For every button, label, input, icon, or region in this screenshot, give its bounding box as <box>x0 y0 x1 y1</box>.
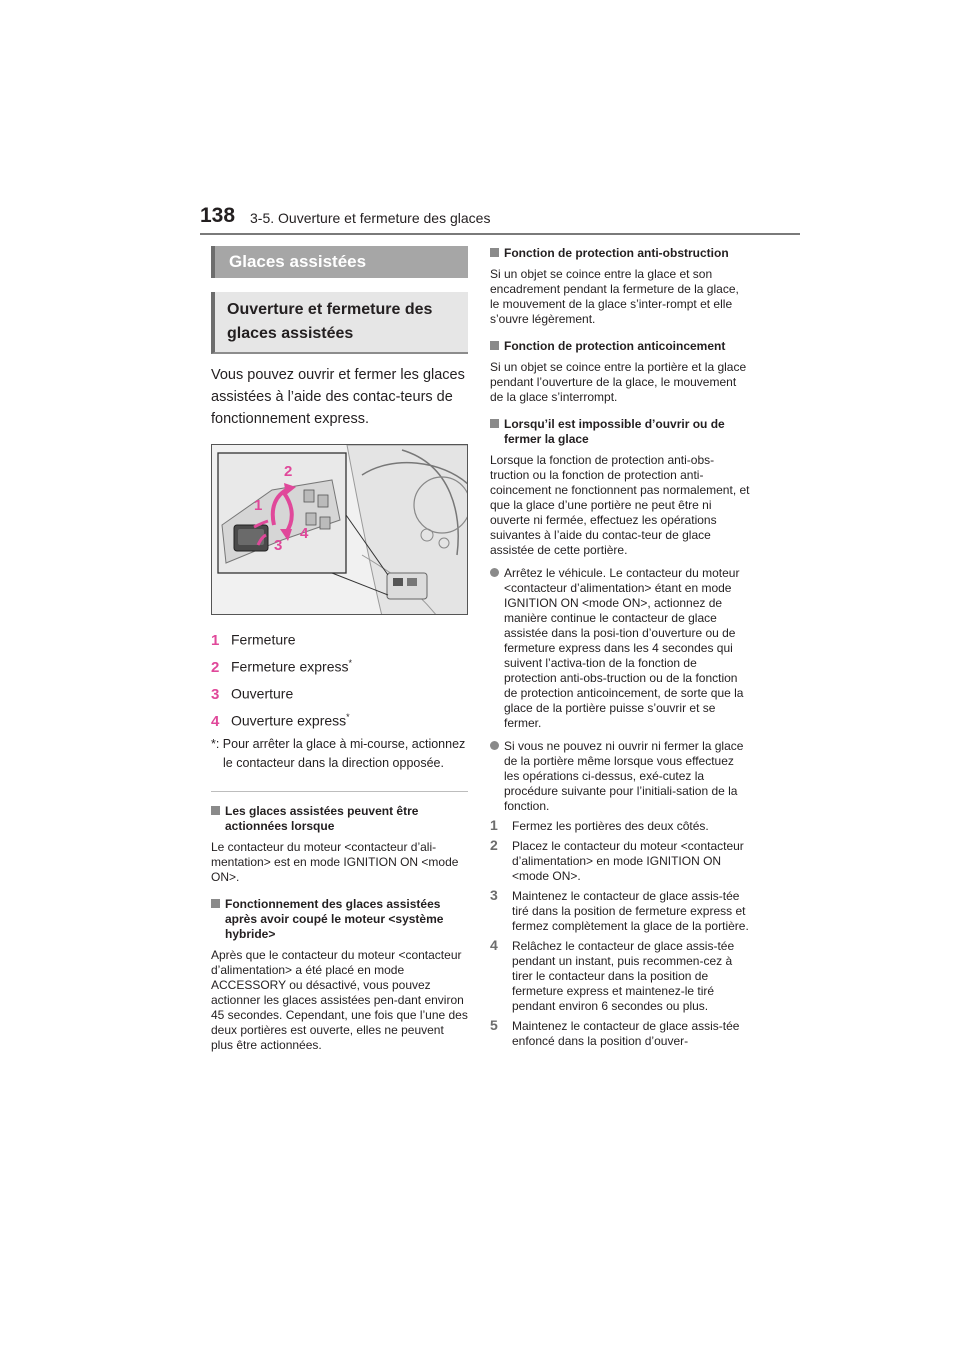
note-heading: Lorsqu’il est impossible d’ouvrir ou de fermer la glace <box>490 417 750 447</box>
asterisk: * <box>348 658 352 668</box>
step-item <box>490 819 750 834</box>
step-text: Relâchez le contacteur de glace assis-tée pendant un instant, puis recommen-cez à tirer le contacteur dans la position de fermeture express et maintenez-le tiré pendant environ 6 secondes ou plus. <box>512 939 735 1013</box>
legend-item <box>211 623 468 650</box>
step-text: Maintenez le contacteur de glace assis-tée enfoncé dans la position d’ouver- <box>512 1019 740 1048</box>
legend-text: Fermeture <box>231 631 296 648</box>
callout-4: 4 <box>300 525 309 542</box>
step-item <box>490 839 750 884</box>
left-column <box>211 246 468 1053</box>
step-text: Maintenez le contacteur de glace assis-tée tiré dans la position de fermeture express et fermez complètement la glace de la portière. <box>512 889 749 933</box>
square-bullet-icon <box>211 806 220 815</box>
power-window-switch-illustration <box>211 444 468 615</box>
square-bullet-icon <box>490 248 499 257</box>
chapter-title: 3-5. Ouverture et fermeture des glaces <box>250 210 491 226</box>
section-banner: Glaces assistées <box>211 246 468 278</box>
square-bullet-icon <box>211 899 220 908</box>
asterisk: * <box>346 712 350 722</box>
step-text: Placez le contacteur du moteur <contacteur d’alimentation> en mode IGNITION ON <mode ON>. <box>512 839 744 883</box>
legend-text: Fermeture express <box>231 658 349 675</box>
note-body: Si un objet se coince entre la glace et son encadrement pendant la fermeture de la glace, le mouvement de la glace s’inter-rompt et elle s’ouvre légèrement. <box>490 267 739 326</box>
page-header <box>200 204 800 236</box>
note-heading: Les glaces assistées peuvent être actionnées lorsque <box>211 804 468 834</box>
header-rule <box>200 233 800 235</box>
separator <box>211 791 468 792</box>
bullet-item: Si vous ne pouvez ni ouvrir ni fermer la glace de la portière même lorsque vous effectuez les opérations ci-dessus, exé-cutez la procédure suivante pour l’initiali-sation de la fonction. <box>490 739 750 814</box>
legend-number: 4 <box>211 712 220 730</box>
note-heading: Fonction de protection anticoincement <box>490 339 750 354</box>
callout-3: 3 <box>274 537 283 554</box>
note-body: Lorsque la fonction de protection anti-obs-truction ou la fonction de protection anti-coincement ne fonctionnent pas normalement, et que la glace d’une portière ne peut être ni ouverte ni fermée, effectuez les opérations suivantes à l’aide du contac-teur de glace assistée de cette portière. <box>490 453 750 557</box>
step-number: 5 <box>490 1017 498 1033</box>
round-bullet-icon <box>490 568 499 577</box>
callout-1: 1 <box>254 497 263 514</box>
step-number: 1 <box>490 817 498 833</box>
step-item <box>490 1019 750 1049</box>
illustration-drawing <box>212 445 468 615</box>
square-bullet-icon <box>490 341 499 350</box>
intro-paragraph: Vous pouvez ouvrir et fermer les glaces assistées à l’aide des contac-teurs de fonctionnement express. <box>211 367 465 427</box>
step-number: 4 <box>490 937 498 953</box>
legend-text: Ouverture express <box>231 712 347 729</box>
footnote: *: Pour arrêter la glace à mi-course, actionnez le contacteur dans la direction opposée. <box>211 737 466 770</box>
note-heading: Fonction de protection anti-obstruction <box>490 246 750 261</box>
step-number: 2 <box>490 837 498 853</box>
note-heading: Fonctionnement des glaces assistées après avoir coupé le moteur <système hybride> <box>211 897 468 942</box>
legend-text: Ouverture <box>231 685 294 702</box>
right-column <box>490 246 750 1049</box>
bullet-item: Arrêtez le véhicule. Le contacteur du moteur <contacteur d’alimentation> étant en mode IGNITION ON <mode ON>, actionnez de manière continue le contacteur de glace assistée dans la posi-tion d’ouverture ou de fermeture express dans les 4 secondes qui suivent l’activa-tion de la fonction de protection anti-obs-truction ou de la fonction de protection anticoincement, de sorte que la glace de la portière puisse s’ouvrir et se fermer. <box>490 566 750 731</box>
note-body: Si un objet se coince entre la portière et la glace pendant l’ouverture de la glace, le mouvement de la glace s’interrompt. <box>490 360 747 404</box>
round-bullet-icon <box>490 741 499 750</box>
subsection-banner: Ouverture et fermeture des glaces assistées <box>211 292 468 354</box>
legend-item <box>211 650 468 677</box>
legend-number: 1 <box>211 631 220 649</box>
page-number: 138 <box>200 204 236 227</box>
note-body: Après que le contacteur du moteur <contacteur d’alimentation> a été placé en mode ACCESSORY ou désactivé, vous pouvez actionner les glaces assistées pen-dant environ 45 secondes. Cependant, une fois que l’une des deux portières est ouverte, elles ne peuvent plus être actionnées. <box>211 948 468 1052</box>
step-item <box>490 889 750 934</box>
square-bullet-icon <box>490 419 499 428</box>
callout-2: 2 <box>284 463 293 480</box>
legend-number: 3 <box>211 685 220 703</box>
note-body: Le contacteur du moteur <contacteur d’ali-mentation> est en mode IGNITION ON <mode ON>. <box>211 840 459 884</box>
figure-legend <box>211 623 468 731</box>
step-number: 3 <box>490 887 498 903</box>
step-item <box>490 939 750 1014</box>
step-text: Fermez les portières des deux côtés. <box>512 819 709 833</box>
legend-item <box>211 704 468 731</box>
legend-item <box>211 677 468 704</box>
legend-number: 2 <box>211 658 220 676</box>
